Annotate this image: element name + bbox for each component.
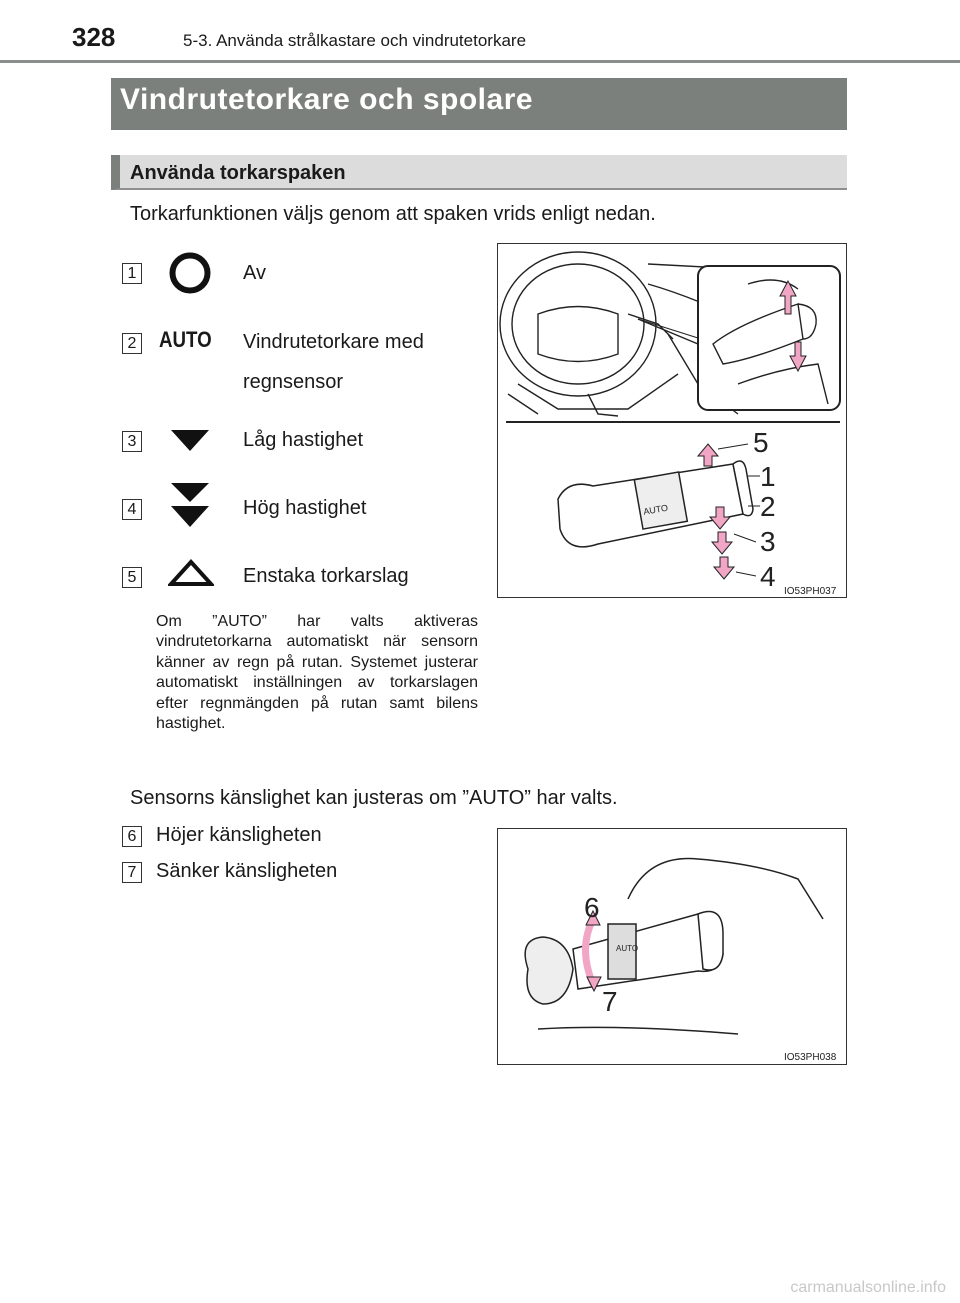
callout-6: 6 [584, 892, 600, 923]
lever2-auto-text: AUTO [616, 944, 639, 953]
intro-text: Torkarfunktionen väljs genom att spaken vrids enligt nedan. [130, 203, 656, 225]
mode-label-low: Låg hastighet [243, 429, 364, 451]
callout-1: 1 [760, 461, 776, 492]
callout-2: 2 [760, 491, 776, 522]
mode-number-2: 2 [122, 333, 142, 354]
callout-3: 3 [760, 526, 776, 557]
mode-number-3: 3 [122, 431, 142, 452]
callout-5: 5 [753, 427, 769, 458]
header-divider [0, 60, 960, 63]
sensitivity-label-down: Sänker känsligheten [156, 860, 338, 882]
outline-triangle-up-icon [168, 558, 214, 588]
footer-watermark: carmanualsonline.info [790, 1279, 946, 1296]
figure-wiper-lever [497, 243, 847, 598]
chapter-title: 5-3. Använda strålkastare och vindrutetorkare [183, 31, 527, 50]
figure-code-1: IO53PH037 [784, 586, 837, 597]
page-number: 328 [72, 22, 116, 52]
sensitivity-number-7: 7 [122, 862, 142, 883]
double-triangle-down-icon [168, 480, 212, 530]
triangle-down-icon [168, 427, 212, 453]
mode-label-single: Enstaka torkarslag [243, 565, 409, 587]
sensitivity-label-up: Höjer känsligheten [156, 824, 322, 846]
auto-symbol: AUTO [159, 327, 212, 352]
mode-label-off: Av [243, 262, 266, 284]
mode-label-auto: Vindrutetorkare med [243, 331, 424, 353]
callout-4: 4 [760, 561, 776, 592]
mode-number-1: 1 [122, 263, 142, 284]
lever-auto-text: AUTO [642, 502, 669, 517]
section-title: Vindrutetorkare och spolare [120, 83, 534, 116]
auto-note: Om ”AUTO” har valts aktiveras vindrutetorkarna automatiskt när sensorn känner av regn på rutan. Systemet justerar automatiskt inställningen av torkarslagen efter regnmängden på rutan samt bilens hastighet. [156, 613, 478, 733]
sensitivity-text: Sensorns känslighet kan justeras om ”AUTO” har valts. [130, 787, 618, 809]
figure-sensitivity-ring [497, 828, 847, 1065]
figure-code-2: IO53PH038 [784, 1052, 837, 1063]
mode-number-5: 5 [122, 567, 142, 588]
mode-label-high: Hög hastighet [243, 497, 367, 519]
callout-7: 7 [602, 986, 618, 1017]
circle-icon [168, 251, 212, 295]
subsection-title: Använda torkarspaken [130, 162, 346, 184]
sensitivity-ring-illustration [498, 829, 846, 1064]
wiper-lever-illustration [498, 244, 846, 597]
mode-number-4: 4 [122, 499, 142, 520]
mode-label-auto-2: regnsensor [243, 371, 344, 393]
sensitivity-number-6: 6 [122, 826, 142, 847]
